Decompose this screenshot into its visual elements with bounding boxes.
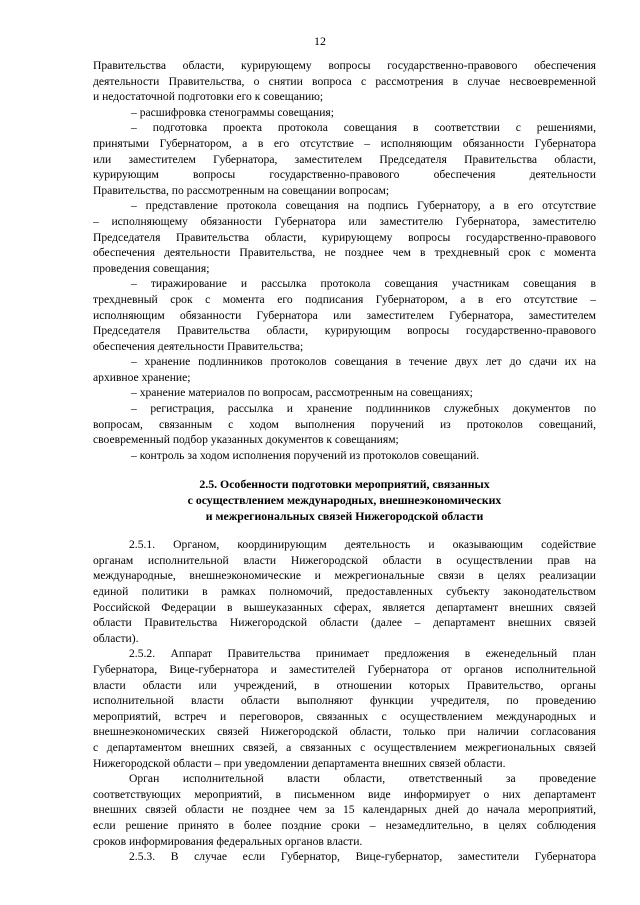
text-line: мероприятий, встреч и переговоров, связанных с осуществлением международных и — [93, 709, 596, 723]
text-line: Правительства, по рассмотренным на совещании вопросам; — [93, 183, 390, 197]
text-line: вопросам, связанным с ходом выполнения поручений из протоколов совещаний, — [93, 417, 596, 431]
text-line: соответствующих мероприятий, в письменном виде информирует о них департамент — [93, 787, 596, 801]
text-line: Председателя Правительства области, курирующему вопросы государственно-правового — [93, 230, 596, 244]
text-line: – контроль за ходом исполнения поручений из протоколов совещаний. — [131, 448, 480, 462]
text-line: Губернатора, Вице-губернатора и заместителей Губернатора от органов исполнительной — [93, 662, 596, 676]
heading-line: 2.5. Особенности подготовки мероприятий, связанных — [199, 477, 490, 492]
text-line: Правительства области, курирующему вопросы государственно-правового обеспечения — [93, 59, 596, 72]
text-line: обеспечения деятельности Правительства, не позднее чем в трехдневный срок с момента — [93, 246, 596, 260]
text-line: – расшифровка стенограммы совещания; — [131, 105, 334, 119]
text-line: Нижегородской области – при уведомлении департамента внешних связей области. — [93, 756, 506, 770]
text-line: сроков информирования федеральных органов власти. — [93, 834, 363, 848]
section-heading — [93, 477, 596, 524]
text-line: единой политики в рамках полномочий, предоставленных субъекту законодательством — [93, 585, 596, 598]
text-line: исполняющим обязанности Губернатора или заместителем Губернатора, заместителем — [93, 308, 596, 322]
text-line: Председателя Правительства области, курирующим вопросы государственно-правового — [93, 324, 596, 338]
text-line: – исполняющему обязанности Губернатора или заместителю Губернатора, заместителю — [93, 214, 596, 228]
text-line: архивное хранение; — [93, 370, 191, 384]
text-line: – хранение материалов по вопросам, рассмотренным на совещаниях; — [131, 386, 473, 400]
text-line: внешних связей области не позднее чем за 15 календарных дней до начала мероприятий, — [93, 803, 596, 817]
heading-line: и межрегиональных связей Нижегородской области — [205, 508, 484, 523]
text-line: трехдневный срок с момента его подписания Губернатором, а в его отсутствие – — [93, 292, 596, 306]
text-line: области Правительства Нижегородской области (далее – департамент внешних связей — [93, 616, 596, 630]
text-line: обеспечения деятельности Правительства; — [93, 339, 304, 353]
text-line: – хранение подлинников протоколов совещания в течение двух лет до сдачи их на — [131, 355, 596, 369]
text-line: проведения совещания; — [93, 261, 210, 275]
section-paragraphs — [93, 537, 596, 864]
text-line: или заместителем Губернатора, заместителем Председателя Правительства области, — [93, 152, 596, 166]
text-line: если решение принято в более поздние сроки – незамедлительно, в целях соблюдения — [93, 818, 596, 832]
text-line: международные, внешнеэкономические и межрегиональные связи в целях реализации — [93, 569, 596, 583]
text-line: органам исполнительной власти Нижегородской области в осуществлении прав на — [93, 553, 596, 567]
text-line: области). — [93, 631, 139, 645]
section-list-block — [93, 58, 596, 463]
text-line: власти области или учреждений, в отношении которых Правительство, органы — [93, 678, 596, 692]
text-line: – представление протокола совещания на подпись Губернатору, а в его отсутствие — [131, 199, 596, 213]
text-line: и недостаточной подготовки его к совещанию; — [93, 90, 324, 104]
heading-line: с осуществлением международных, внешнеэкономических — [187, 493, 502, 508]
text-line: принятыми Губернатором, а в его отсутствие – исполняющим обязанности Губернатора — [93, 136, 596, 150]
text-line: 2.5.3. В случае если Губернатор, Вице-губернатор, заместители Губернатора — [129, 850, 596, 864]
text-line: – тиражирование и рассылка протокола совещания участникам совещания в — [131, 277, 596, 291]
text-line: – регистрация, рассылка и хранение подлинников служебных документов по — [131, 402, 596, 416]
text-line: Орган исполнительной власти области, ответственный за проведение — [129, 772, 596, 786]
page-number: 12 — [314, 34, 326, 48]
text-line: Российской Федерации в вышеуказанных сферах, является департамент внешних связей — [93, 600, 596, 614]
text-line: курирующим вопросы государственно-правового обеспечения деятельности — [93, 168, 596, 182]
text-line: внешнеэкономических связей Нижегородской области, только при наличии согласования — [93, 725, 596, 739]
text-line: деятельности Правительства, о снятии вопроса с рассмотрения в случае несвоевременной — [93, 74, 596, 88]
text-line: 2.5.2. Аппарат Правительства принимает предложения в еженедельный план — [129, 647, 596, 661]
text-line: 2.5.1. Органом, координирующим деятельность и оказывающим содействие — [129, 538, 596, 552]
text-line: исполнительной власти области выполняют функции учредителя, по проведению — [93, 694, 596, 708]
text-line: своевременный подбор указанных документов к совещаниям; — [93, 433, 399, 447]
text-line: – подготовка проекта протокола совещания в соответствии с решениями, — [131, 121, 596, 135]
document-body — [93, 58, 596, 865]
text-line: с департаментом внешних связей, а связанных с осуществлением межрегиональных связей — [93, 740, 596, 754]
